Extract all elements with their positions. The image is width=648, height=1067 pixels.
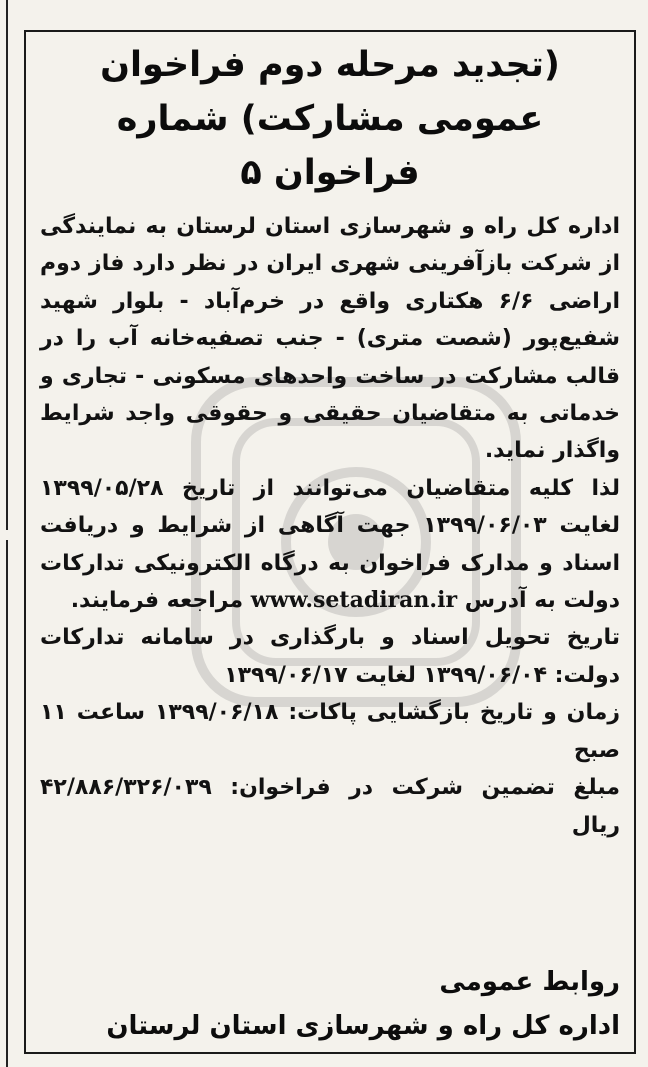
signature-block [40, 960, 620, 1048]
column-divider-top [6, 0, 8, 530]
notice-body [40, 208, 620, 844]
notice-frame [24, 30, 636, 1054]
paragraph-document-period: لذا کلیه متقاضیان می‌توانند از تاریخ ۱۳۹۹/۰۵/۲۸ لغایت ۱۳۹۹/۰۶/۰۳ جهت آگاهی از شرایط و دریافت اسناد و مدارک فراخوان به درگاه الکترونیکی تدارکات دولت به آدرس [40, 475, 620, 614]
signature-organization: اداره کل راه و شهرسازی استان لرستان [106, 1011, 620, 1041]
paragraph-opening-time: زمان و تاریخ بازگشایی پاکات: ۱۳۹۹/۰۶/۱۸ ساعت ۱۱ صبح [40, 700, 621, 763]
paragraph-guarantee-amount: مبلغ تضمین شرکت در فراخوان: ۴۲/۸۸۶/۳۲۶/۰۳۹ ریال [40, 775, 620, 838]
notice-content [40, 38, 620, 844]
column-divider-bottom [6, 540, 8, 1067]
paragraph-refer: مراجعه فرمایند. [70, 588, 244, 614]
notice-title: (تجدید مرحله دوم فراخوان عمومی مشارکت) شماره فراخوان ۵ [100, 45, 560, 193]
paragraph-submission-date: تاریخ تحویل اسناد و بارگذاری در سامانه تدارکات دولت: ۱۳۹۹/۰۶/۰۴ لغایت ۱۳۹۹/۰۶/۱۷ [40, 625, 620, 688]
paragraph-intro: اداره کل راه و شهرسازی استان لرستان به نمایندگی از شرکت بازآفرینی شهری ایران در نظر دارد فاز دوم اراضی ۶/۶ هکتاری واقع در خرم‌آباد - بلوار شهید شفیع‌پور (شصت متری) - جنب تصفیه‌خانه آب را در قالب مشارکت در ساخت واحدهای مسکونی - تجاری و خدماتی به متقاضیان حقیقی و حقوقی واجد شرایط واگذار نماید. [40, 214, 620, 464]
website-link[interactable]: www.setadiran.ir [250, 587, 458, 614]
signature-department: روابط عمومی [439, 967, 620, 997]
